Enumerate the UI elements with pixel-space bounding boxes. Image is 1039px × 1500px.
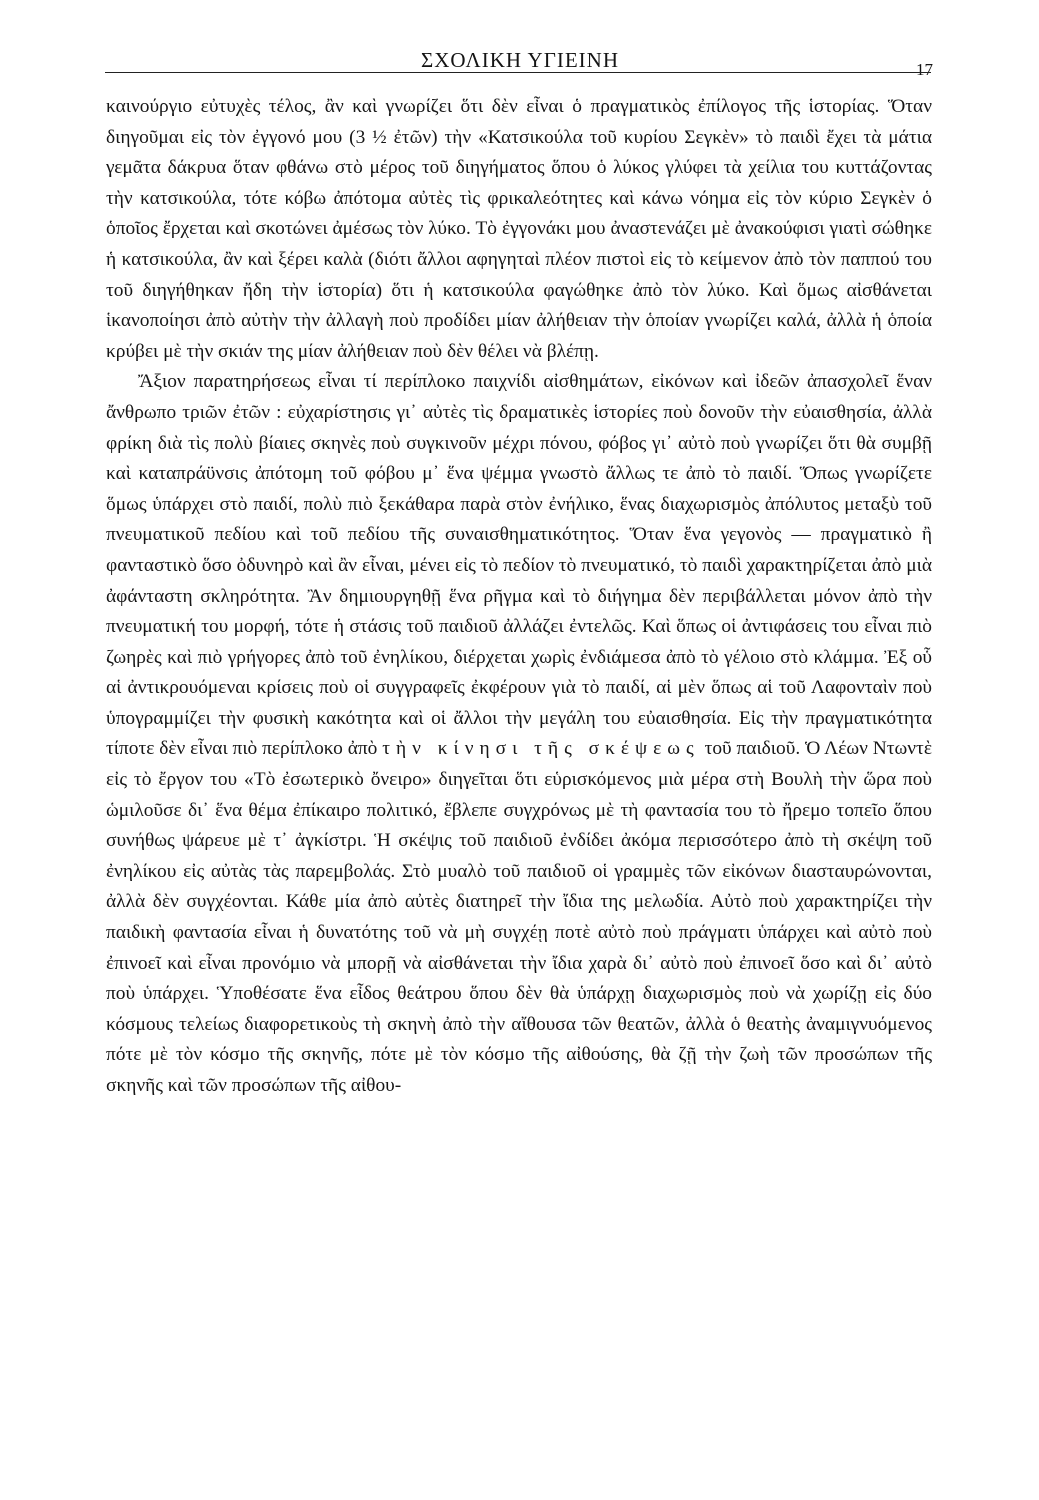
paragraph-2-text-b: τοῦ παιδιοῦ. Ὁ Λέων Ντωντὲ εἰς τὸ ἔργον του «Τὸ ἐσωτερικὸ ὄνειρο» διηγεῖται ὅτι εὑρισκόμενος μιὰ μέρα στὴ Βουλὴ τὴν ὥρα ποὺ ὡμιλοῦσε δι᾿ ἕνα θέμα ἐπίκαιρο πολιτικό, ἔβλεπε συγχρόνως μὲ τὴ φαντασία του τὸ ἤρεμο τοπεῖο ὅπου συνήθως ψάρευε μὲ τ᾿ ἀγκίστρι. Ἡ σκέψις τοῦ παιδιοῦ ἐνδίδει ἀκόμα περισσότερο ἀπὸ τὴ σκέψη τοῦ ἐνηλίκου εἰς αὐτὰς τὰς παρεμβολάς. Στὸ μυαλὸ τοῦ παιδιοῦ οἱ γραμμὲς τῶν εἰκόνων διασταυρώνονται, ἀλλὰ δὲν συγχέονται. Κάθε μία ἀπὸ αὐτὲς διατηρεῖ τὴν ἴδια της μελωδία. Αὐτὸ ποὺ χαρακτηρίζει τὴν παιδικὴ φαντασία εἶναι ἡ δυνατότης τοῦ νὰ μὴ συγχέῃ ποτὲ αὐτὸ ποὺ πράγματι ὑπάρχει καὶ αὐτὸ ποὺ ἐπινοεῖ καὶ εἶναι προνόμιο νὰ μπορῇ νὰ αἰσθάνεται τὴν ἴδια χαρὰ δι᾿ αὐτὸ ποὺ ἐπινοεῖ ὅσο καὶ δι᾿ αὐτὸ ποὺ ὑπάρχει. Ὑποθέσατε ἕνα εἶδος θεάτρου ὅπου δὲν θὰ ὑπάρχῃ διαχωρισμὸς ποὺ νὰ χωρίζῃ εἰς δύο κόσμους τελείως διαφορετικοὺς τὴ σκηνὴ ἀπὸ τὴν αἴθουσα τῶν θεατῶν, ἀλλὰ ὁ θεατὴς ἀναμιγνυόμενος πότε μὲ τὸν κόσμο τῆς σκηνῆς, πότε μὲ τὸν κόσμο τῆς αἰθούσης, θὰ ζῇ τὴν ζωὴ τῶν προσώπων τῆς σκηνῆς καὶ τῶν προσώπων τῆς αἰθου-	[106, 738, 932, 1096]
paragraph-1-text: καινούργιο εὐτυχὲς τέλος, ἂν καὶ γνωρίζει ὅτι δὲν εἶναι ὁ πραγματικὸς ἐπίλογος τῆς ἱστορίας. Ὅταν διηγοῦμαι εἰς τὸν ἐγγονό μου (3 ½ ἐτῶν) τὴν «Κατσικούλα τοῦ κυρίου Σεγκὲν» τὸ παιδὶ ἔχει τὰ μάτια γεμᾶτα δάκρυα ὅταν φθάνω στὸ μέρος τοῦ διηγήματος ὅπου ὁ λύκος γλύφει τὰ χείλια του κυττάζοντας τὴν κατσικούλα, τότε κόβω ἀπότομα αὐτὲς τὶς φρικαλεότητες καὶ κάνω νόημα εἰς τὸν κύριο Σεγκὲν ὁ ὁποῖος ἔρχεται καὶ σκοτώνει ἀμέσως τὸν λύκο. Τὸ ἐγγονάκι μου ἀναστενάζει μὲ ἀνακούφισι γιατὶ σώθηκε ἡ κατσικούλα, ἂν καὶ ξέρει καλὰ (διότι ἄλλοι αφηγηταὶ πλέον πιστοὶ εἰς τὸ κείμενον ἀπὸ τὸν παππού του τοῦ διηγήθηκαν ἤδη τὴν ἱστορία) ὅτι ἡ κατσικούλα φαγώθηκε ἀπὸ τὸν λύκο. Καὶ ὅμως αἰσθάνεται ἱκανοποίησι ἀπὸ αὐτὴν τὴν ἀλλαγὴ ποὺ προδίδει μίαν ἀλήθειαν τὴν ὁποίαν γνωρίζει καλά, ἀλλὰ ἡ ὁποία κρύβει μὲ τὴν σκιάν της μίαν ἀλήθειαν ποὺ δὲν θέλει νὰ βλέπῃ.	[106, 96, 932, 362]
paragraph-2-text-a: Ἄξιον παρατηρήσεως εἶναι τί περίπλοκο παιχνίδι αἰσθημάτων, εἰκόνων καὶ ἰδεῶν ἀπασχολεῖ ἕναν ἄνθρωπο τριῶν ἐτῶν : εὐχαρίστησις γι᾿ αὐτὲς τὶς δραματικὲς ἱστορίες ποὺ δονοῦν τὴν εὐαισθησία, ἀλλὰ φρίκη διὰ τὶς πολὺ βίαιες σκηνὲς ποὺ συγκινοῦν μέχρι πόνου, φόβος γι᾿ αὐτὸ ποὺ γνωρίζει ὅτι θὰ συμβῇ καὶ καταπράϋνσις ἀπότομη τοῦ φόβου μ᾿ ἕνα ψέμμα γνωστὸ ἄλλως τε ἀπὸ τὸ παιδί. Ὅπως γνωρίζετε ὅμως ὑπάρχει στὸ παιδί, πολὺ πιὸ ξεκάθαρα παρὰ στὸν ἐνήλικο, ἕνας διαχωρισμὸς ἀπόλυτος μεταξὺ τοῦ πνευματικοῦ πεδίου καὶ τοῦ πεδίου τῆς συναισθηματικότητος. Ὅταν ἕνα γεγονὸς — πραγματικὸ ἢ φανταστικὸ ὅσο ὀδυνηρὸ καὶ ἂν εἶναι, μένει εἰς τὸ πεδίον τὸ πνευματικό, τὸ παιδὶ χαρακτηρίζεται ἀπὸ μιὰ ἀφάνταστη σκληρότητα. Ἂν δημιουργηθῇ ἕνα ρῆγμα καὶ τὸ διήγημα δὲν περιβάλλεται μόνον ἀπὸ τὴν πνευματική του μορφή, τότε ἡ στάσις τοῦ παιδιοῦ ἀλλάζει ἐντελῶς. Καὶ ὅπως οἱ ἀντιφάσεις του εἶναι πιὸ ζωηρὲς καὶ πιὸ γρήγορες ἀπὸ τοῦ ἐνηλίκου, διέρχεται χωρὶς ἐνδιάμεσα ἀπὸ τὸ γέλοιο στὸ κλάμμα. Ἐξ οὗ αἱ ἀντικρουόμεναι κρίσεις ποὺ οἱ συγγραφεῖς ἐκφέρουν γιὰ τὸ παιδί, αἱ μὲν ὅπως αἱ τοῦ Λαφονταὶν ποὺ ὑπογραμμίζει τὴν φυσικὴ κακότητα καὶ οἱ ἄλλοι τὴν μεγάλη του εὐαισθησία. Εἰς τὴν πραγματικότητα τίποτε δὲν εἶναι πιὸ περίπλοκο ἀπὸ	[106, 371, 932, 760]
body-text	[106, 92, 932, 1102]
paragraph-2	[106, 367, 932, 1101]
running-head	[105, 44, 935, 79]
paragraph-1	[106, 92, 932, 367]
header-rule	[105, 72, 931, 73]
emphasized-phrase: τὴν κίνησι τῆς σκέψεως	[382, 738, 700, 760]
page-number: 17	[916, 60, 933, 79]
running-title: ΣΧΟΛΙΚΗ ΥΓΙΕΙΝΗ	[420, 48, 620, 72]
